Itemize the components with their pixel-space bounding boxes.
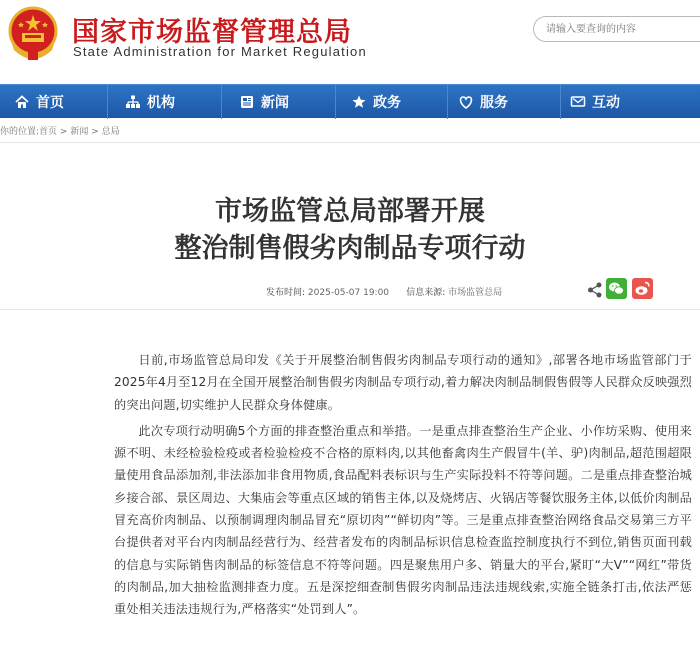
service-icon [458, 94, 474, 110]
nav-item-org[interactable] [125, 85, 175, 119]
breadcrumb-item-hq[interactable]: 总局 [101, 127, 120, 137]
wechat-icon[interactable] [606, 278, 627, 299]
divider [0, 142, 700, 143]
nav-divider [107, 85, 108, 119]
nav-label: 机构 [147, 95, 175, 111]
national-emblem-icon[interactable] [6, 6, 60, 62]
main-nav [0, 84, 700, 118]
search-input[interactable] [546, 18, 696, 42]
breadcrumb-separator: > [88, 127, 102, 137]
org-icon [125, 94, 141, 110]
nav-item-interaction[interactable] [570, 85, 620, 119]
breadcrumb-item-news[interactable]: 新闻 [70, 127, 89, 137]
article-title-line: 市场监管总局部署开展 [215, 196, 485, 227]
article-paragraph: 日前,市场监管总局印发《关于开展整治制售假劣肉制品专项行动的通知》,部署各地市场监管部门于2025年4月至12月在全国开展整治制售假劣肉制品专项行动,着力解决肉制品制假售假等人民群众反映强烈的突出问题,切实维护人民群众身体健康。 [114, 353, 692, 412]
breadcrumb [0, 124, 120, 137]
publish-time: 2025-05-07 19:00 [307, 288, 390, 298]
site-title[interactable]: 国家市场监督管理总局 [72, 17, 352, 48]
source-label: 信息来源: [406, 288, 446, 298]
nav-label: 互动 [592, 95, 620, 111]
share-icon[interactable] [586, 281, 604, 299]
breadcrumb-prefix: 你的位置: [0, 127, 40, 137]
nav-label: 新闻 [261, 95, 289, 111]
divider [0, 309, 700, 310]
site-subtitle: State Administration for Market Regulation [73, 44, 367, 59]
nav-divider [221, 85, 222, 119]
breadcrumb-item-home[interactable]: 首页 [39, 127, 58, 137]
article-title-line: 整治制售假劣肉制品专项行动 [174, 233, 526, 264]
nav-item-service[interactable] [458, 85, 508, 119]
publish-label: 发布时间: [266, 288, 306, 298]
article-meta [266, 285, 502, 298]
home-icon [14, 94, 30, 110]
article-body [114, 349, 692, 625]
article-title [0, 193, 700, 267]
weibo-icon[interactable] [632, 278, 653, 299]
nav-item-news[interactable] [239, 85, 289, 119]
news-icon [239, 94, 255, 110]
article-paragraph: 此次专项行动明确5个方面的排查整治重点和举措。一是重点排查整治生产企业、小作坊采购、使用来源不明、未经检验检疫或者检验检疫不合格的原料肉,以其他畜禽肉生产假冒牛(羊、驴)肉制品,超范围超限量使用食品添加剂,非法添加非食用物质,食品配料表标识与生产实际投料不符等问题。二是重点排查整治城乡接合部、景区周边、大集庙会等重点区域的销售主体,以及烧烤店、火锅店等餐饮服务主体,以低价肉制品冒充高价肉制品、以预制调理肉制品冒充“原切肉”“鲜切肉”等。三是重点排查整治网络食品交易第三方平台提供者对平台内肉制品经营行为、经营者发布的肉制品标识信息检查监控制度执行不到位,销售页面刊载的信息与实际销售肉制品的标签信息不符等问题。四是聚焦用户多、销量大的平台,紧盯“大V”“网红”带货的肉制品,加大抽检监测排查力度。五是深挖细查制售假劣肉制品违法违规线索,实施全链条打击,依法严惩重处相关违法违规行为,严格落实“处罚到人”。 [114, 423, 692, 617]
nav-divider [335, 85, 336, 119]
nav-divider [560, 85, 561, 119]
government-icon [351, 94, 367, 110]
nav-label: 首页 [36, 95, 64, 111]
article-source: 市场监管总局 [448, 288, 503, 298]
site-header [0, 0, 700, 84]
nav-item-home[interactable] [14, 85, 64, 119]
breadcrumb-separator: > [57, 127, 71, 137]
search-box [533, 16, 700, 42]
interaction-icon [570, 94, 586, 110]
nav-divider [447, 85, 448, 119]
nav-label: 政务 [373, 95, 401, 111]
nav-label: 服务 [480, 95, 508, 111]
nav-item-government[interactable] [351, 85, 401, 119]
